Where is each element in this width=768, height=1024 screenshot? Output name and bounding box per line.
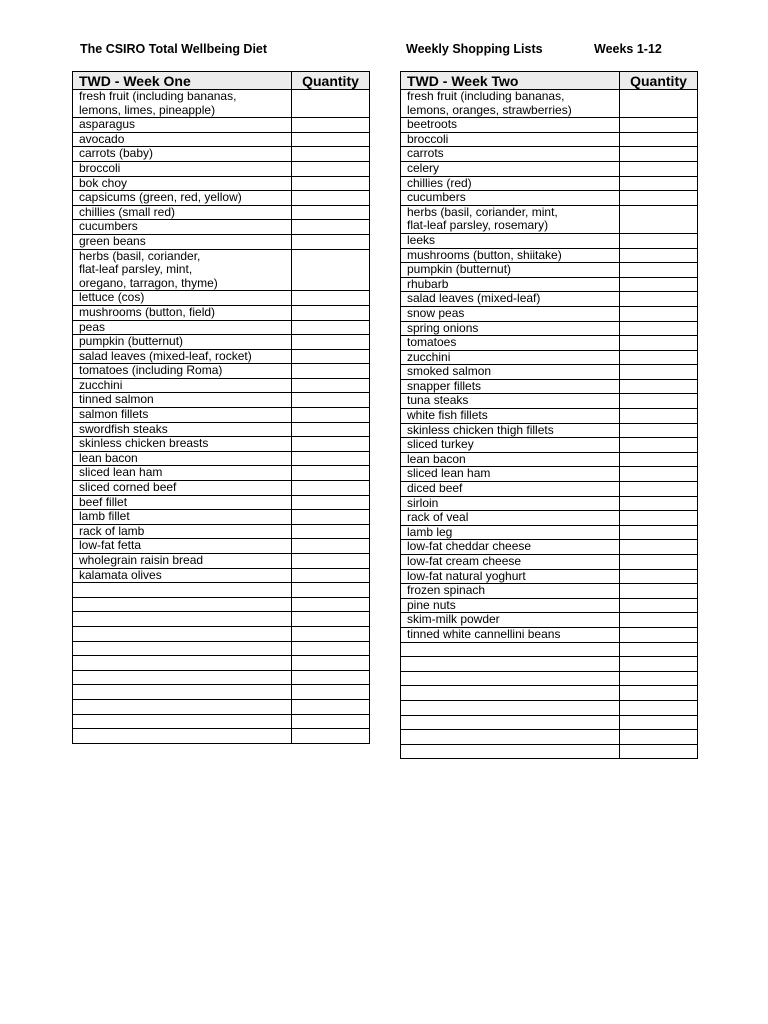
week-one-quantity-cell[interactable] [292, 249, 370, 291]
week-one-item [73, 626, 292, 641]
week-two-item: tinned white cannellini beans [401, 627, 620, 642]
week-one-row [73, 220, 370, 235]
week-two-row [401, 394, 698, 409]
week-one-row [73, 641, 370, 656]
week-one-quantity-cell[interactable] [292, 495, 370, 510]
week-one-quantity-cell[interactable] [292, 612, 370, 627]
week-one-row [73, 147, 370, 162]
week-two-item [401, 686, 620, 701]
week-two-item [401, 671, 620, 686]
week-one-quantity-cell[interactable] [292, 191, 370, 206]
week-one-row [73, 612, 370, 627]
week-one-item: broccoli [73, 161, 292, 176]
week-two-quantity-cell[interactable] [620, 525, 698, 540]
week-one-item: lean bacon [73, 451, 292, 466]
lists-label: Weekly Shopping Lists [406, 42, 543, 56]
week-one-quantity-cell[interactable] [292, 132, 370, 147]
week-one-row [73, 597, 370, 612]
week-one-row [73, 466, 370, 481]
week-one-item: skinless chicken breasts [73, 437, 292, 452]
week-one-item: sliced lean ham [73, 466, 292, 481]
week-two-row [401, 191, 698, 206]
week-one-row [73, 539, 370, 554]
week-one-quantity-cell[interactable] [292, 451, 370, 466]
week-one-item: bok choy [73, 176, 292, 191]
week-two-row [401, 321, 698, 336]
week-two-quantity-cell[interactable] [620, 409, 698, 424]
week-one-item: lamb fillet [73, 510, 292, 525]
week-two-quantity-cell[interactable] [620, 598, 698, 613]
week-two-row [401, 423, 698, 438]
week-one-item: asparagus [73, 118, 292, 133]
week-two-quantity-cell[interactable] [620, 555, 698, 570]
week-one-item [73, 685, 292, 700]
week-two-item: cucumbers [401, 191, 620, 206]
week-two-item: snapper fillets [401, 379, 620, 394]
week-two-item: broccoli [401, 132, 620, 147]
week-two-item: frozen spinach [401, 584, 620, 599]
week-one-row [73, 626, 370, 641]
week-two-row [401, 642, 698, 657]
week-one-quantity-cell[interactable] [292, 205, 370, 220]
week-one-quantity-cell[interactable] [292, 422, 370, 437]
week-two-row [401, 118, 698, 133]
week-one-row [73, 510, 370, 525]
week-one-row [73, 699, 370, 714]
week-two-quantity-cell[interactable] [620, 306, 698, 321]
week-one-row [73, 191, 370, 206]
week-one-quantity-cell[interactable] [292, 161, 370, 176]
week-one-row [73, 408, 370, 423]
week-one-quantity-cell[interactable] [292, 597, 370, 612]
week-two-item: leeks [401, 233, 620, 248]
week-two-quantity-cell[interactable] [620, 715, 698, 730]
week-two-row [401, 132, 698, 147]
week-two-item: carrots [401, 147, 620, 162]
week-one-row [73, 364, 370, 379]
week-one-quantity-cell[interactable] [292, 583, 370, 598]
week-two-quantity-cell[interactable] [620, 627, 698, 642]
week-two-item: chillies (red) [401, 176, 620, 191]
week-two-row [401, 525, 698, 540]
week-one-quantity-cell[interactable] [292, 349, 370, 364]
week-two-item [401, 715, 620, 730]
week-one-quantity-cell[interactable] [292, 393, 370, 408]
week-two-quantity-cell[interactable] [620, 132, 698, 147]
week-one-row [73, 393, 370, 408]
week-two-item: smoked salmon [401, 365, 620, 380]
week-two-quantity-cell[interactable] [620, 118, 698, 133]
week-two-item: diced beef [401, 482, 620, 497]
week-one-row [73, 437, 370, 452]
week-two-item: herbs (basil, coriander, mint, flat-leaf parsley, rosemary) [401, 205, 620, 233]
week-two-item: snow peas [401, 306, 620, 321]
week-two-row [401, 147, 698, 162]
week-two-item: low-fat cheddar cheese [401, 540, 620, 555]
week-one-row [73, 205, 370, 220]
week-one-item [73, 670, 292, 685]
week-one-quantity-cell[interactable] [292, 524, 370, 539]
week-one-quantity-cell[interactable] [292, 305, 370, 320]
week-two-quantity-cell[interactable] [620, 379, 698, 394]
week-one-item: wholegrain raisin bread [73, 554, 292, 569]
week-two-quantity-cell[interactable] [620, 671, 698, 686]
week-one-row [73, 656, 370, 671]
week-two-row [401, 555, 698, 570]
week-one-item: salad leaves (mixed-leaf, rocket) [73, 349, 292, 364]
week-two-item: lamb leg [401, 525, 620, 540]
week-two-row [401, 686, 698, 701]
week-one-header-row [73, 72, 370, 90]
week-two-item: spring onions [401, 321, 620, 336]
week-one-item: zucchini [73, 378, 292, 393]
week-two-item: skinless chicken thigh fillets [401, 423, 620, 438]
week-two-quantity-cell[interactable] [620, 642, 698, 657]
week-one-body [73, 90, 370, 744]
week-one-quantity-cell[interactable] [292, 656, 370, 671]
week-two-quantity-cell[interactable] [620, 292, 698, 307]
week-two-quantity-cell[interactable] [620, 161, 698, 176]
week-one-item: mushrooms (button, field) [73, 305, 292, 320]
week-one-quantity-cell[interactable] [292, 291, 370, 306]
week-one-quantity-cell[interactable] [292, 364, 370, 379]
week-two-quantity-cell[interactable] [620, 350, 698, 365]
week-one-item: salmon fillets [73, 408, 292, 423]
week-one-item: sliced corned beef [73, 481, 292, 496]
week-two-item: lean bacon [401, 452, 620, 467]
week-two-row [401, 176, 698, 191]
week-two-item: rack of veal [401, 511, 620, 526]
week-two-quantity-cell[interactable] [620, 205, 698, 233]
week-one-quantity-cell[interactable] [292, 539, 370, 554]
week-one-item: low-fat fetta [73, 539, 292, 554]
week-two-item: pumpkin (butternut) [401, 263, 620, 278]
week-two-item: salad leaves (mixed-leaf) [401, 292, 620, 307]
week-two-row [401, 452, 698, 467]
week-one-row [73, 90, 370, 118]
week-two-row [401, 613, 698, 628]
week-one-quantity-cell[interactable] [292, 729, 370, 744]
week-two-body [401, 90, 698, 759]
week-two-row [401, 700, 698, 715]
week-one-quantity-cell[interactable] [292, 90, 370, 118]
week-two-quantity-cell[interactable] [620, 686, 698, 701]
week-two-quantity-cell[interactable] [620, 496, 698, 511]
week-one-item [73, 699, 292, 714]
week-one-row [73, 305, 370, 320]
week-two-quantity-cell[interactable] [620, 511, 698, 526]
week-two-quantity-cell[interactable] [620, 657, 698, 672]
week-two-quantity-cell[interactable] [620, 277, 698, 292]
week-two-item: zucchini [401, 350, 620, 365]
week-one-row [73, 335, 370, 350]
week-one-row [73, 161, 370, 176]
week-one-quantity-cell[interactable] [292, 568, 370, 583]
week-two-row [401, 409, 698, 424]
week-one-row [73, 349, 370, 364]
week-one-row [73, 583, 370, 598]
week-two-row [401, 365, 698, 380]
week-two-quantity-cell[interactable] [620, 730, 698, 745]
week-two-item: white fish fillets [401, 409, 620, 424]
week-one-item: tomatoes (including Roma) [73, 364, 292, 379]
week-one-item: cucumbers [73, 220, 292, 235]
week-two-item [401, 730, 620, 745]
week-one-row [73, 481, 370, 496]
week-two-row [401, 292, 698, 307]
week-one-quantity-cell[interactable] [292, 670, 370, 685]
week-two-quantity-cell[interactable] [620, 482, 698, 497]
week-two-item: sliced turkey [401, 438, 620, 453]
week-one-item: kalamata olives [73, 568, 292, 583]
week-one-quantity-cell[interactable] [292, 335, 370, 350]
week-two-quantity-cell[interactable] [620, 147, 698, 162]
week-two-item: beetroots [401, 118, 620, 133]
week-two-row [401, 511, 698, 526]
week-one-quantity-cell[interactable] [292, 320, 370, 335]
week-two-row [401, 627, 698, 642]
week-two-item: tuna steaks [401, 394, 620, 409]
week-one-item [73, 641, 292, 656]
week-one-quantity-cell[interactable] [292, 685, 370, 700]
week-two-row [401, 248, 698, 263]
week-one-quantity-cell[interactable] [292, 554, 370, 569]
week-one-quantity-cell[interactable] [292, 641, 370, 656]
week-two-row [401, 657, 698, 672]
week-two-quantity-cell[interactable] [620, 423, 698, 438]
week-two-row [401, 730, 698, 745]
week-one-item: carrots (baby) [73, 147, 292, 162]
week-two-item: mushrooms (button, shiitake) [401, 248, 620, 263]
week-one-quantity-header: Quantity [292, 72, 370, 90]
week-one-row [73, 524, 370, 539]
week-one-item: capsicums (green, red, yellow) [73, 191, 292, 206]
week-one-quantity-cell[interactable] [292, 626, 370, 641]
week-one-quantity-cell[interactable] [292, 176, 370, 191]
week-two-item [401, 642, 620, 657]
week-one-quantity-cell[interactable] [292, 714, 370, 729]
week-one-item: swordfish steaks [73, 422, 292, 437]
week-one-row [73, 554, 370, 569]
week-one-item [73, 597, 292, 612]
week-two-quantity-cell[interactable] [620, 336, 698, 351]
week-one-item: green beans [73, 234, 292, 249]
week-one-item: rack of lamb [73, 524, 292, 539]
week-two-row [401, 598, 698, 613]
week-one-row [73, 291, 370, 306]
week-one-item [73, 583, 292, 598]
week-one-quantity-cell[interactable] [292, 481, 370, 496]
week-one-item: fresh fruit (including bananas, lemons, limes, pineapple) [73, 90, 292, 118]
week-two-item: sirloin [401, 496, 620, 511]
week-one-row [73, 118, 370, 133]
week-one-quantity-cell[interactable] [292, 378, 370, 393]
week-two-row [401, 263, 698, 278]
week-one-item: tinned salmon [73, 393, 292, 408]
week-two-row [401, 744, 698, 759]
week-two-row [401, 336, 698, 351]
week-one-quantity-cell[interactable] [292, 437, 370, 452]
week-two-quantity-cell[interactable] [620, 321, 698, 336]
week-one-item [73, 612, 292, 627]
week-two-item: fresh fruit (including bananas, lemons, oranges, strawberries) [401, 90, 620, 118]
week-one-quantity-cell[interactable] [292, 408, 370, 423]
week-one-item: herbs (basil, coriander, flat-leaf parsley, mint, oregano, tarragon, thyme) [73, 249, 292, 291]
week-one-row [73, 249, 370, 291]
week-one-row [73, 378, 370, 393]
week-one-item [73, 729, 292, 744]
week-one-item: chillies (small red) [73, 205, 292, 220]
week-two-row [401, 205, 698, 233]
week-one-row [73, 320, 370, 335]
week-two-row [401, 671, 698, 686]
week-two-item: low-fat cream cheese [401, 555, 620, 570]
week-one-title: TWD - Week One [73, 72, 292, 90]
week-two-row [401, 277, 698, 292]
week-two-title: TWD - Week Two [401, 72, 620, 90]
week-two-quantity-cell[interactable] [620, 248, 698, 263]
week-two-quantity-cell[interactable] [620, 394, 698, 409]
week-two-row [401, 379, 698, 394]
week-one-row [73, 714, 370, 729]
week-two-quantity-cell[interactable] [620, 569, 698, 584]
week-two-quantity-cell[interactable] [620, 700, 698, 715]
week-two-item [401, 700, 620, 715]
week-one-row [73, 176, 370, 191]
week-two-header-row [401, 72, 698, 90]
week-two-quantity-cell[interactable] [620, 452, 698, 467]
week-one-quantity-cell[interactable] [292, 147, 370, 162]
document-title: The CSIRO Total Wellbeing Diet [80, 42, 268, 56]
week-one-row [73, 495, 370, 510]
week-one-quantity-cell[interactable] [292, 118, 370, 133]
week-two-quantity-cell[interactable] [620, 744, 698, 759]
week-two-item: tomatoes [401, 336, 620, 351]
week-one-row [73, 234, 370, 249]
week-two-quantity-cell[interactable] [620, 584, 698, 599]
week-one-row [73, 422, 370, 437]
week-two-item: low-fat natural yoghurt [401, 569, 620, 584]
week-two-item [401, 657, 620, 672]
week-two-item: rhubarb [401, 277, 620, 292]
week-two-row [401, 540, 698, 555]
week-two-quantity-cell[interactable] [620, 613, 698, 628]
week-two-item: skim-milk powder [401, 613, 620, 628]
week-one-row [73, 670, 370, 685]
week-one-item: avocado [73, 132, 292, 147]
week-one-quantity-cell[interactable] [292, 510, 370, 525]
week-two-row [401, 90, 698, 118]
week-one-item: beef fillet [73, 495, 292, 510]
week-one-row [73, 568, 370, 583]
week-two-quantity-cell[interactable] [620, 176, 698, 191]
week-one-row [73, 729, 370, 744]
week-one-quantity-cell[interactable] [292, 699, 370, 714]
week-two-row [401, 438, 698, 453]
week-two-quantity-header: Quantity [620, 72, 698, 90]
week-two-quantity-cell[interactable] [620, 263, 698, 278]
week-two-quantity-cell[interactable] [620, 540, 698, 555]
week-one-quantity-cell[interactable] [292, 234, 370, 249]
week-two-row [401, 569, 698, 584]
week-two-row [401, 584, 698, 599]
week-two-row [401, 482, 698, 497]
week-one-row [73, 685, 370, 700]
week-two-row [401, 233, 698, 248]
week-two-item [401, 744, 620, 759]
week-one-quantity-cell[interactable] [292, 466, 370, 481]
week-two-item: pine nuts [401, 598, 620, 613]
week-one-item [73, 656, 292, 671]
week-two-item: celery [401, 161, 620, 176]
week-two-quantity-cell[interactable] [620, 233, 698, 248]
week-two-quantity-cell[interactable] [620, 438, 698, 453]
week-two-quantity-cell[interactable] [620, 365, 698, 380]
week-two-table [400, 71, 698, 759]
week-one-item: peas [73, 320, 292, 335]
week-one-table [72, 71, 370, 744]
weeks-label: Weeks 1-12 [594, 42, 662, 56]
week-one-row [73, 451, 370, 466]
week-two-quantity-cell[interactable] [620, 90, 698, 118]
week-two-row [401, 496, 698, 511]
week-one-quantity-cell[interactable] [292, 220, 370, 235]
week-one-item [73, 714, 292, 729]
week-two-row [401, 306, 698, 321]
week-two-row [401, 467, 698, 482]
week-one-row [73, 132, 370, 147]
week-two-row [401, 350, 698, 365]
week-two-row [401, 161, 698, 176]
week-one-item: pumpkin (butternut) [73, 335, 292, 350]
week-two-row [401, 715, 698, 730]
week-one-item: lettuce (cos) [73, 291, 292, 306]
week-two-item: sliced lean ham [401, 467, 620, 482]
week-two-quantity-cell[interactable] [620, 467, 698, 482]
week-two-quantity-cell[interactable] [620, 191, 698, 206]
